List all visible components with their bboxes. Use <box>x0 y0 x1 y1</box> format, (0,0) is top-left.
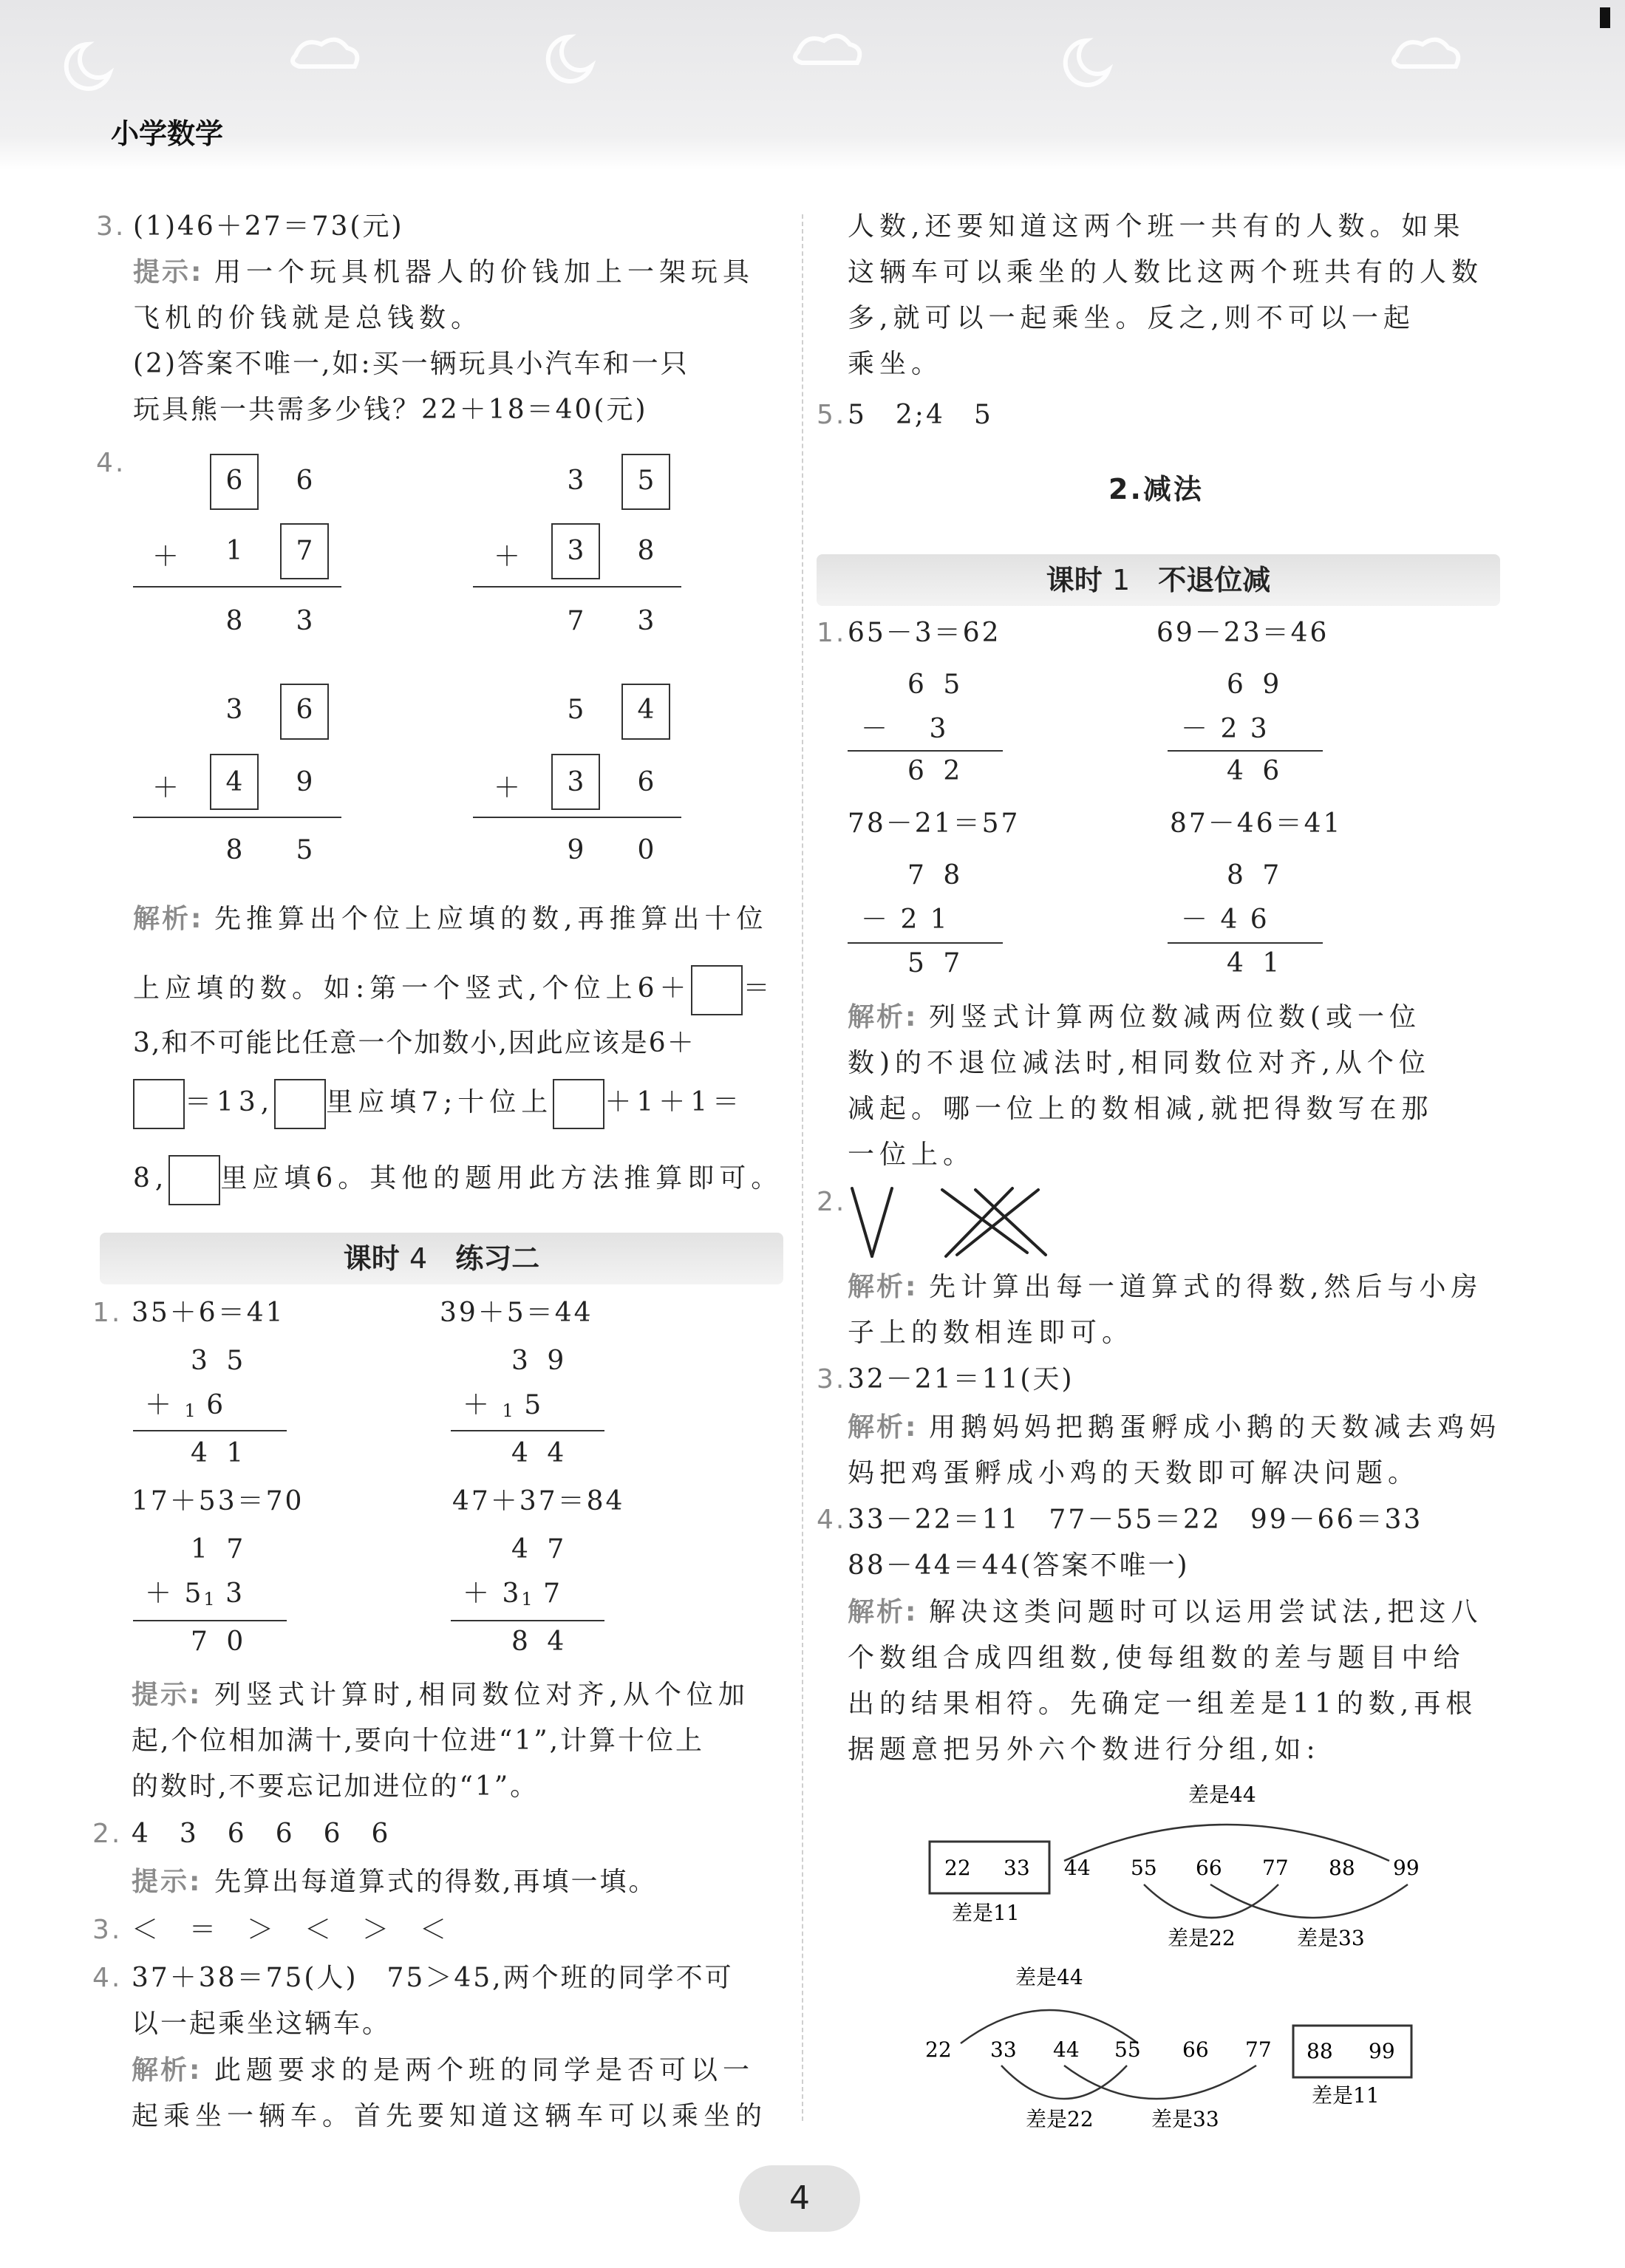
digit: 5 <box>637 466 655 496</box>
answer-line: 88－44＝44(答案不唯一) <box>848 1550 1190 1581</box>
number: 22 <box>925 2037 952 2062</box>
answer-line: 37＋38＝75(人) 75＞45,两个班的同学不可 <box>132 1963 734 1993</box>
digit: 8 <box>637 536 655 566</box>
answer-line: 以一起乘坐这辆车。 <box>132 2009 392 2039</box>
sum-line <box>133 586 341 588</box>
number: 99 <box>1393 1856 1420 1880</box>
question-number: 2. <box>92 1819 123 1849</box>
answer-line: (1)46＋27＝73(元) <box>133 211 404 242</box>
column-divider <box>802 214 803 2121</box>
vertical-top: 3 9 <box>511 1346 570 1376</box>
vertical-top: 6 5 <box>907 670 966 700</box>
vertical-result: 6 2 <box>907 756 966 786</box>
boxed-number: 22 <box>944 1856 971 1880</box>
number: 66 <box>1182 2037 1209 2062</box>
carry-digit: 1 <box>184 1400 196 1421</box>
vertical-mid: － 4 6 <box>1181 905 1270 935</box>
chapter-title: 2.减法 <box>1108 473 1204 505</box>
analysis-text: 人数,还要知道这两个班一共有的人数。如果 <box>848 211 1465 242</box>
analysis-text: ＝ <box>743 973 775 1004</box>
difference-line <box>1168 942 1323 944</box>
question-number: 3. <box>96 211 126 242</box>
analysis-text: 里应填7;十位上 <box>326 1087 553 1117</box>
digit: 8 <box>225 835 243 865</box>
vertical-result: 8 4 <box>511 1627 570 1657</box>
question-number: 5. <box>817 400 847 430</box>
analysis-text: 多,就可以一起乘坐。反之,则不可以一起 <box>848 303 1415 333</box>
number: 66 <box>1196 1856 1222 1880</box>
carry-digit: 1 <box>502 1400 514 1421</box>
analysis-text: 8, <box>133 1163 169 1193</box>
analysis-text: 乘坐。 <box>848 349 944 379</box>
hint-text: 的数时,不要忘记加进位的“1”。 <box>132 1771 539 1802</box>
vertical-result: 4 1 <box>191 1438 249 1468</box>
section-prefix: 课时 <box>1046 564 1103 596</box>
plus-sign: ＋ <box>151 773 179 803</box>
hint-text: 用一个玩具机器人的价钱加上一架玩具 <box>214 257 755 287</box>
number: 44 <box>1053 2037 1080 2062</box>
sum-line <box>451 1430 604 1431</box>
vertical-mid: ＋ 31 7 <box>463 1579 562 1610</box>
vertical-mid: ＋ 1 6 <box>145 1390 226 1421</box>
diff-label-11: 差是11 <box>952 1901 1020 1925</box>
diff-label-33: 差是33 <box>1151 2107 1219 2131</box>
answer-line: 5 2;4 5 <box>848 400 993 430</box>
analysis-text: 这辆车可以乘坐的人数比这两个班共有的人数 <box>848 257 1484 287</box>
analysis-line <box>133 1079 744 1129</box>
analysis-text: 个数组合成四组数,使每组数的差与题目中给 <box>848 1643 1465 1673</box>
analysis-text: 解决这类问题时可以运用尝试法,把这八 <box>929 1597 1483 1627</box>
analysis-text: 出的结果相符。先确定一组差是11的数,再根 <box>848 1689 1478 1719</box>
analysis-text: 先计算出每一道算式的得数,然后与小房 <box>929 1272 1483 1302</box>
digit: 0 <box>637 835 655 865</box>
question-number: 1. <box>92 1298 123 1328</box>
blank-box <box>691 965 743 1015</box>
analysis-text: 妈把鸡蛋孵成小鸡的天数即可解决问题。 <box>848 1458 1420 1488</box>
analysis-label: 解析: <box>848 1412 919 1443</box>
vertical-top: 4 7 <box>511 1534 570 1564</box>
section-title: 练习二 <box>455 1242 540 1275</box>
difference-line <box>1168 750 1323 752</box>
difference-line <box>848 750 1003 752</box>
digit: 3 <box>225 695 243 725</box>
equation: 65－3＝62 <box>848 618 1001 648</box>
diff-label-22: 差是22 <box>1026 2107 1094 2131</box>
sum-line <box>133 1430 287 1431</box>
hint-label: 提示: <box>132 1680 202 1710</box>
question-number: 3. <box>92 1915 123 1945</box>
question-number: 3. <box>817 1364 847 1394</box>
digit: 6 <box>637 767 655 797</box>
analysis-text: 上应填的数。如:第一个竖式,个位上6＋ <box>133 973 692 1004</box>
answer-line: 33－22＝11 77－55＝22 99－66＝33 <box>848 1505 1423 1535</box>
equation: 35＋6＝41 <box>132 1298 285 1328</box>
equation: 69－23＝46 <box>1156 618 1329 648</box>
answer-line: 4 3 6 6 6 6 <box>132 1819 391 1849</box>
page-number: 4 <box>739 2165 860 2232</box>
digit: 4 <box>637 695 655 725</box>
arc-44 <box>961 2010 1138 2043</box>
number: 77 <box>1245 2037 1272 2062</box>
hint-text: 飞机的价钱就是总钱数。 <box>133 303 483 333</box>
number: 88 <box>1329 1856 1355 1880</box>
number: 77 <box>1262 1856 1289 1880</box>
section-number: 4 <box>409 1242 428 1275</box>
analysis-text: 用鹅妈妈把鹅蛋孵成小鹅的天数减去鸡妈 <box>929 1412 1502 1443</box>
vertical-mid: － 2 1 <box>861 905 950 935</box>
connect-line <box>852 1188 872 1256</box>
diff-label-44: 差是44 <box>1188 1782 1256 1807</box>
arc-33 <box>1064 2066 1256 2099</box>
digit: 7 <box>296 536 313 566</box>
question-number: 4. <box>96 448 126 478</box>
blank-box <box>274 1079 326 1129</box>
number: 44 <box>1064 1856 1091 1880</box>
hint-text: 列竖式计算时,相同数位对齐,从个位加 <box>214 1680 750 1710</box>
equation: 87－46＝41 <box>1170 808 1343 839</box>
analysis-text: ＋1＋1＝ <box>604 1087 745 1117</box>
analysis-text: 此题要求的是两个班的同学是否可以一 <box>214 2055 755 2085</box>
vertical-result: 5 7 <box>907 948 966 978</box>
number: 55 <box>1114 2037 1141 2062</box>
answer-line: 玩具熊一共需多少钱？22＋18＝40(元) <box>133 395 648 425</box>
analysis-line <box>133 965 775 1015</box>
question-number: 4. <box>817 1505 847 1535</box>
analysis-text: 先推算出个位上应填的数,再推算出十位 <box>214 904 769 934</box>
analysis-text: 减起。哪一位上的数相减,就把得数写在那 <box>848 1094 1434 1124</box>
digit: 3 <box>296 606 313 636</box>
section-prefix: 课时 <box>343 1242 400 1275</box>
digit: 9 <box>567 835 585 865</box>
equation: 39＋5＝44 <box>440 1298 593 1328</box>
analysis-label: 解析: <box>848 1002 919 1032</box>
digit: 1 <box>225 536 243 566</box>
sum-line <box>451 1620 604 1621</box>
hint-text: 起,个位相加满十,要向十位进“1”,计算十位上 <box>132 1726 705 1756</box>
digit: 3 <box>567 466 585 496</box>
sum-line <box>473 586 681 588</box>
analysis-label: 解析: <box>848 1272 919 1302</box>
section-heading <box>817 554 1500 606</box>
vertical-mid: ＋ 1 5 <box>463 1390 544 1421</box>
arc-22 <box>1144 1884 1278 1918</box>
analysis-text: 子上的数相连即可。 <box>848 1318 1134 1348</box>
grouping-diagram-2 <box>916 1955 1448 2147</box>
equation: 78－21＝57 <box>848 808 1021 839</box>
analysis-text: ＝13, <box>185 1087 275 1117</box>
digit: 4 <box>225 767 243 797</box>
digit: 6 <box>296 695 313 725</box>
analysis-text: 列竖式计算两位数减两位数(或一位 <box>929 1002 1422 1032</box>
analysis-text: 一位上。 <box>848 1140 975 1170</box>
equation: 32－21＝11(天) <box>848 1364 1074 1394</box>
digit: 9 <box>296 767 313 797</box>
plus-sign: ＋ <box>493 773 520 803</box>
analysis-text: 起乘坐一辆车。首先要知道这辆车可以乘坐的 <box>132 2101 768 2131</box>
hint-label: 提示: <box>133 257 204 287</box>
digit: 5 <box>296 835 313 865</box>
question-number: 2. <box>817 1187 847 1217</box>
connection-lines <box>846 1182 1053 1264</box>
boxed-number: 33 <box>1004 1856 1030 1880</box>
vertical-top: 3 5 <box>191 1346 249 1376</box>
analysis-text: 据题意把另外六个数进行分组,如: <box>848 1734 1321 1765</box>
digit: 5 <box>567 695 585 725</box>
diff-label-33: 差是33 <box>1297 1926 1365 1950</box>
digit: 6 <box>296 466 313 496</box>
diff-label-11: 差是11 <box>1312 2083 1380 2108</box>
connect-line <box>957 1190 1038 1255</box>
connect-line <box>872 1188 892 1256</box>
answer-line: ＜ ＝ ＞ ＜ ＞ ＜ <box>132 1915 449 1945</box>
digit: 8 <box>225 606 243 636</box>
digit: 6 <box>225 466 243 496</box>
header-decoration <box>0 0 1625 103</box>
section-heading <box>100 1233 783 1284</box>
digit: 3 <box>637 606 655 636</box>
vertical-top: 1 7 <box>191 1534 249 1564</box>
diff-label-44: 差是44 <box>1015 1965 1083 1989</box>
hint-text: 先算出每道算式的得数,再填一填。 <box>214 1867 658 1897</box>
boxed-number: 99 <box>1369 2039 1395 2063</box>
vertical-top: 7 8 <box>907 860 966 890</box>
analysis-text: 数)的不退位减法时,相同数位对齐,从个位 <box>848 1048 1431 1078</box>
section-number: 1 <box>1112 564 1131 596</box>
vertical-result: 4 4 <box>511 1438 570 1468</box>
vertical-result: 4 1 <box>1227 948 1285 978</box>
vertical-mid: － 2 3 <box>1181 714 1270 744</box>
grouping-diagram-1 <box>916 1774 1448 1966</box>
analysis-text: 3,和不可能比任意一个加数小,因此应该是6＋ <box>133 1028 695 1058</box>
digit: 3 <box>567 536 585 566</box>
boxed-number: 88 <box>1307 2039 1333 2063</box>
plus-sign: ＋ <box>493 542 520 572</box>
section-title: 不退位减 <box>1158 564 1271 596</box>
analysis-label: 解析: <box>133 904 204 934</box>
vertical-mid: ＋ 51 3 <box>145 1579 245 1610</box>
vertical-result: 7 0 <box>191 1627 249 1657</box>
analysis-line <box>133 1155 783 1205</box>
digit: 7 <box>567 606 585 636</box>
subject-title: 小学数学 <box>111 118 224 150</box>
vertical-mid: － 3 <box>861 714 949 744</box>
number: 33 <box>990 2037 1017 2062</box>
analysis-text: 里应填6。其他的题用此方法推算即可。 <box>220 1163 783 1193</box>
blank-box <box>553 1079 604 1129</box>
vertical-top: 6 9 <box>1227 670 1285 700</box>
blank-box <box>168 1155 220 1205</box>
carry-digit: 1 <box>203 1589 215 1610</box>
sum-line <box>133 817 341 818</box>
answer-line: (2)答案不唯一,如:买一辆玩具小汽车和一只 <box>133 349 689 379</box>
blank-box <box>133 1079 185 1129</box>
vertical-result: 4 6 <box>1227 756 1285 786</box>
number: 55 <box>1131 1856 1157 1880</box>
question-number: 4. <box>92 1963 123 1993</box>
arc-22 <box>1001 2066 1127 2099</box>
question-number: 1. <box>817 618 847 648</box>
sum-line <box>133 1620 287 1621</box>
plus-sign: ＋ <box>151 542 179 572</box>
digit: 3 <box>567 767 585 797</box>
equation: 47＋37＝84 <box>452 1486 625 1516</box>
difference-line <box>848 942 1003 944</box>
carry-digit: 1 <box>521 1589 533 1610</box>
hint-label: 提示: <box>132 1867 202 1897</box>
sum-line <box>473 817 681 818</box>
analysis-label: 解析: <box>848 1597 919 1627</box>
diff-label-22: 差是22 <box>1168 1926 1236 1950</box>
analysis-label: 解析: <box>132 2055 202 2085</box>
equation: 17＋53＝70 <box>132 1486 304 1516</box>
vertical-top: 8 7 <box>1227 860 1285 890</box>
